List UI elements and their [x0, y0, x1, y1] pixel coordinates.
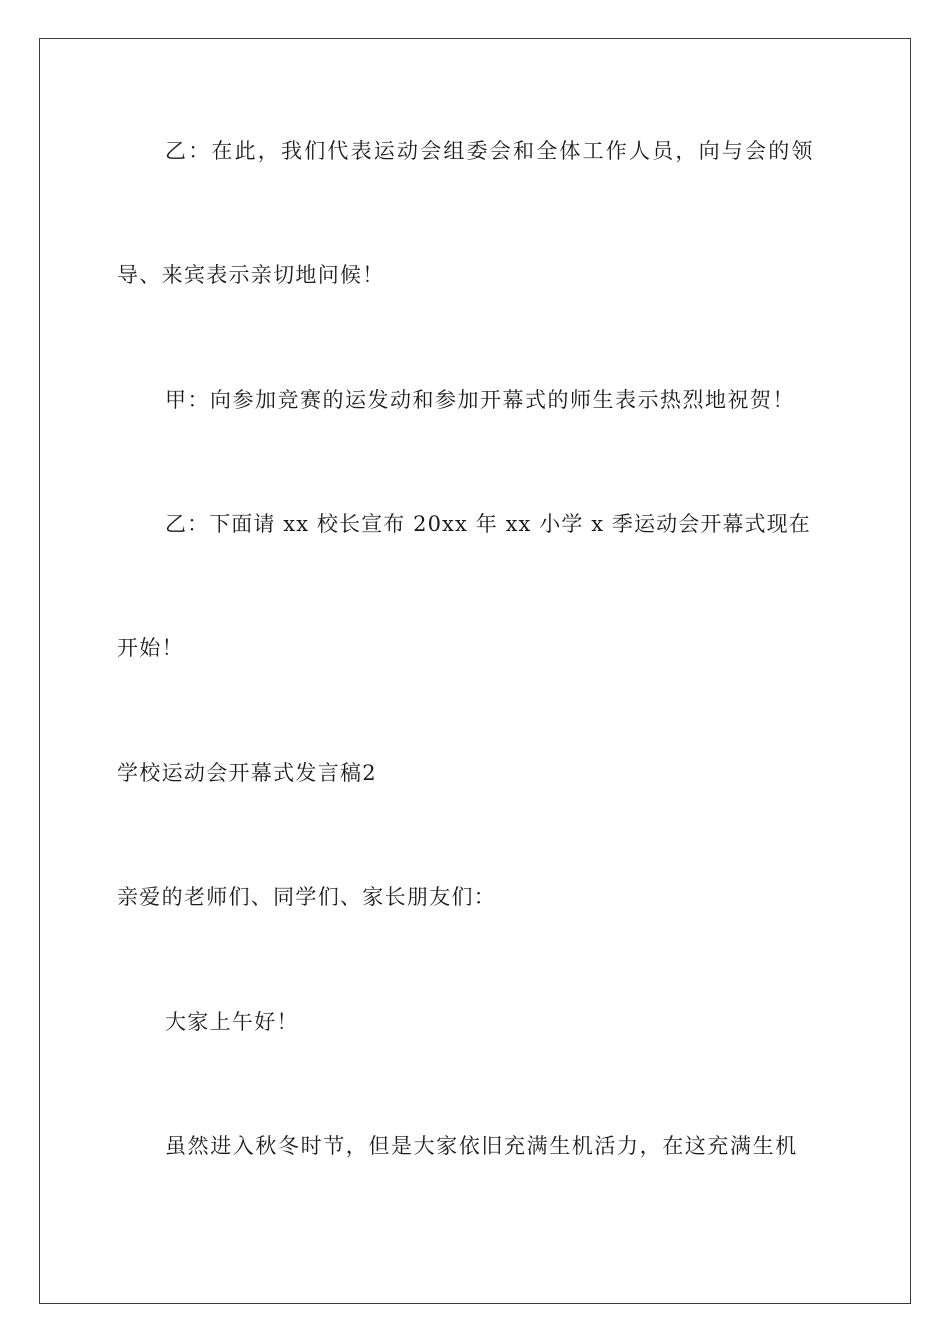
paragraph-line: 开始！ — [117, 636, 184, 660]
paragraph-line: 乙：下面请 xx 校长宣布 20xx 年 xx 小学 x 季运动会开幕式现在 — [165, 512, 811, 536]
greeting: 大家上午好！ — [165, 1010, 299, 1034]
paragraph-line: 乙：在此，我们代表运动会组委会和全体工作人员，向与会的领 — [165, 139, 815, 163]
paragraph-line: 甲：向参加竞赛的运发动和参加开幕式的师生表示热烈地祝贺！ — [165, 388, 795, 412]
paragraph-line: 导、来宾表示亲切地问候！ — [117, 263, 385, 287]
page-border — [39, 38, 911, 1304]
section-heading: 学校运动会开幕式发言稿2 — [117, 761, 377, 785]
salutation: 亲爱的老师们、同学们、家长朋友们： — [117, 885, 497, 909]
paragraph-line: 虽然进入秋冬时节，但是大家依旧充满生机活力，在这充满生机 — [165, 1134, 798, 1158]
